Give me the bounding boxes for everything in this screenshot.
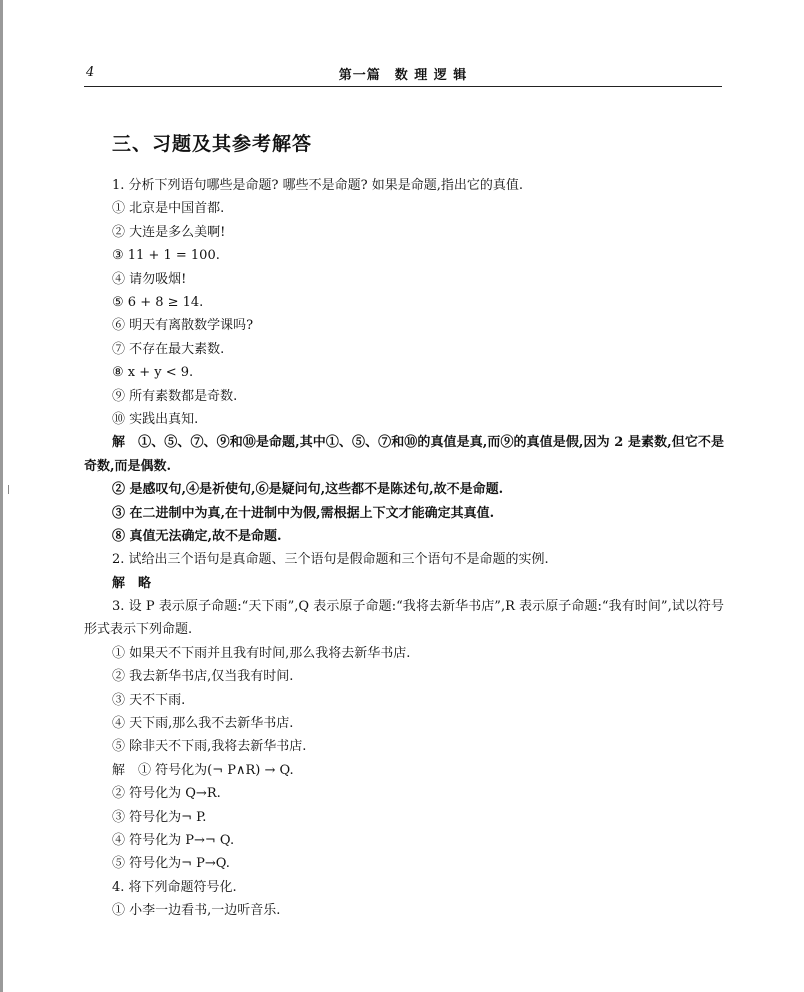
page-number: 4 xyxy=(86,65,95,80)
header-rule xyxy=(84,86,722,87)
item-4-1: ① 小李一边看书,一边听音乐. xyxy=(112,903,281,919)
page-body xyxy=(84,174,724,923)
item-3-2: ② 我去新华书店,仅当我有时间. xyxy=(112,669,294,685)
item-3-3: ③ 天不下雨. xyxy=(112,692,186,708)
item-3-5: ⑤ 除非天不下雨,我将去新华书店. xyxy=(112,739,307,755)
item-3-1: ① 如果天不下雨并且我有时间,那么我将去新华书店. xyxy=(112,645,411,661)
item-1-2: ② 大连是多么美啊! xyxy=(112,224,226,240)
item-1-7: ⑦ 不存在最大素数. xyxy=(112,341,225,357)
item-1-3: ③ 11 + 1 = 100. xyxy=(112,248,220,264)
exercise-2-answer: 解 略 xyxy=(112,575,152,591)
exercise-4-question: 4. 将下列命题符号化. xyxy=(112,879,237,895)
item-1-8: ⑧ x + y < 9. xyxy=(112,365,194,381)
item-1-10: ⑩ 实践出真知. xyxy=(112,411,199,427)
exercise-1-question: 1. 分析下列语句哪些是命题? 哪些不是命题? 如果是命题,指出它的真值. xyxy=(112,178,524,193)
running-title: 第一篇 数 理 逻 辑 xyxy=(338,68,468,83)
item-3-4: ④ 天下雨,那么我不去新华书店. xyxy=(112,716,294,732)
exercise-3-answer-4: ④ 符号化为 P→¬ Q. xyxy=(112,833,235,848)
item-1-5: ⑤ 6 + 8 ≥ 14. xyxy=(112,294,204,310)
exercise-3-answer-2: ② 符号化为 Q→R. xyxy=(112,786,221,802)
exercise-3-answer-3: ③ 符号化为¬ P. xyxy=(112,809,207,825)
exercise-1-answer: 解 ①、⑤、⑦、⑨和⑩是命题,其中①、⑤、⑦和⑩的真值是真,而⑨的真值是假,因为 2 是素数,但它不是奇数,而是偶数. xyxy=(84,435,724,474)
exercise-3-question: 3. 设 P 表示原子命题:“天下雨”,Q 表示原子命题:“我将去新华书店”,R 表示原子命题:“我有时间”,试以符号形式表示下列命题. xyxy=(84,599,724,638)
item-1-4: ④ 请勿吸烟! xyxy=(112,271,187,287)
item-1-9: ⑨ 所有素数都是奇数. xyxy=(112,388,238,404)
exercise-3-answer-5: ⑤ 符号化为¬ P→Q. xyxy=(112,856,230,872)
page-header xyxy=(84,58,722,88)
item-1-6: ⑥ 明天有离散数学课吗? xyxy=(112,318,254,334)
section-title: 三、习题及其参考解答 xyxy=(112,133,313,155)
item-1-1: ① 北京是中国首都. xyxy=(112,201,225,217)
answer-1-line-4: ⑧ 真值无法确定,故不是命题. xyxy=(112,528,282,544)
exercise-3-answer-1: 解 ① 符号化为(¬ P∧R) → Q. xyxy=(112,762,294,778)
margin-mark xyxy=(8,485,9,494)
page-edge xyxy=(0,0,3,992)
answer-1-line-3: ③ 在二进制中为真,在十进制中为假,需根据上下文才能确定其真值. xyxy=(112,505,495,521)
exercise-2-question: 2. 试给出三个语句是真命题、三个语句是假命题和三个语句不是命题的实例. xyxy=(112,552,549,568)
answer-1-line-2: ② 是感叹句,④是祈使句,⑥是疑问句,这些都不是陈述句,故不是命题. xyxy=(112,482,504,498)
